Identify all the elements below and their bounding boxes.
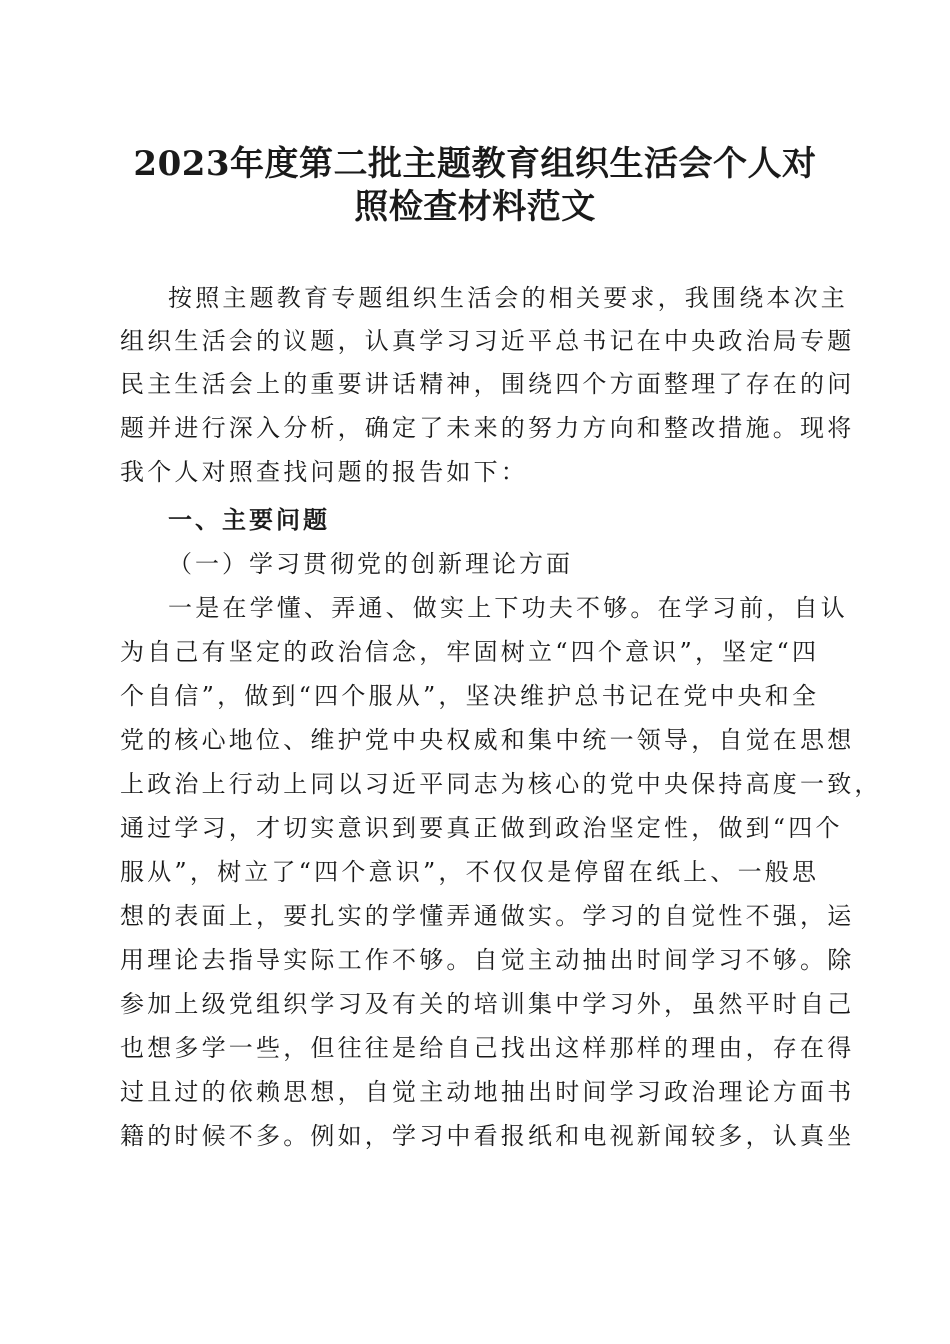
body-paragraph-line: 上政治上行动上同以习近平同志为核心的党中央保持高度一致， — [120, 770, 882, 798]
document-title-line-2: 照检查材料范文 — [354, 187, 596, 227]
body-paragraph-line: 也想多学一些，但往往是给自己找出这样那样的理由，存在得 — [120, 1034, 855, 1062]
intro-paragraph-line: 组织生活会的议题，认真学习习近平总书记在中央政治局专题 — [120, 327, 855, 355]
document-title-line-1: 2023年度第二批主题教育组织生活会个人对 — [133, 144, 817, 184]
body-paragraph-line: 过且过的依赖思想，自觉主动地抽出时间学习政治理论方面书 — [120, 1078, 855, 1106]
body-paragraph-line: 想的表面上，要扎实的学懂弄通做实。学习的自觉性不强，运 — [120, 902, 855, 930]
body-paragraph-line: 党的核心地位、维护党中央权威和集中统一领导，自觉在思想 — [120, 726, 855, 754]
intro-paragraph-line: 我个人对照查找问题的报告如下： — [120, 458, 528, 486]
body-paragraph-line: 为自己有坚定的政治信念，牢固树立“四个意识”，坚定“四 — [120, 638, 820, 666]
body-paragraph-line: 用理论去指导实际工作不够。自觉主动抽出时间学习不够。除 — [120, 946, 855, 974]
body-paragraph-line: 参加上级党组织学习及有关的培训集中学习外，虽然平时自己 — [120, 990, 855, 1018]
body-paragraph-line: 籍的时候不多。例如，学习中看报纸和电视新闻较多，认真坐 — [120, 1122, 855, 1150]
body-paragraph-line: 一是在学懂、弄通、做实上下功夫不够。在学习前，自认 — [168, 594, 848, 622]
body-paragraph-line: 服从”，树立了“四个意识”，不仅仅是停留在纸上、一般思 — [120, 858, 820, 886]
intro-paragraph-line: 按照主题教育专题组织生活会的相关要求，我围绕本次主 — [168, 284, 848, 312]
intro-paragraph-line: 题并进行深入分析，确定了未来的努力方向和整改措施。现将 — [120, 414, 855, 442]
body-paragraph-line: 通过学习，才切实意识到要真正做到政治坚定性，做到“四个 — [120, 814, 843, 842]
intro-paragraph-line: 民主生活会上的重要讲话精神，围绕四个方面整理了存在的问 — [120, 370, 855, 398]
subsection-heading: （一）学习贯彻党的创新理论方面 — [168, 550, 573, 578]
body-paragraph-line: 个自信”，做到“四个服从”，坚决维护总书记在党中央和全 — [120, 682, 820, 710]
section-heading: 一、主要问题 — [168, 505, 330, 534]
